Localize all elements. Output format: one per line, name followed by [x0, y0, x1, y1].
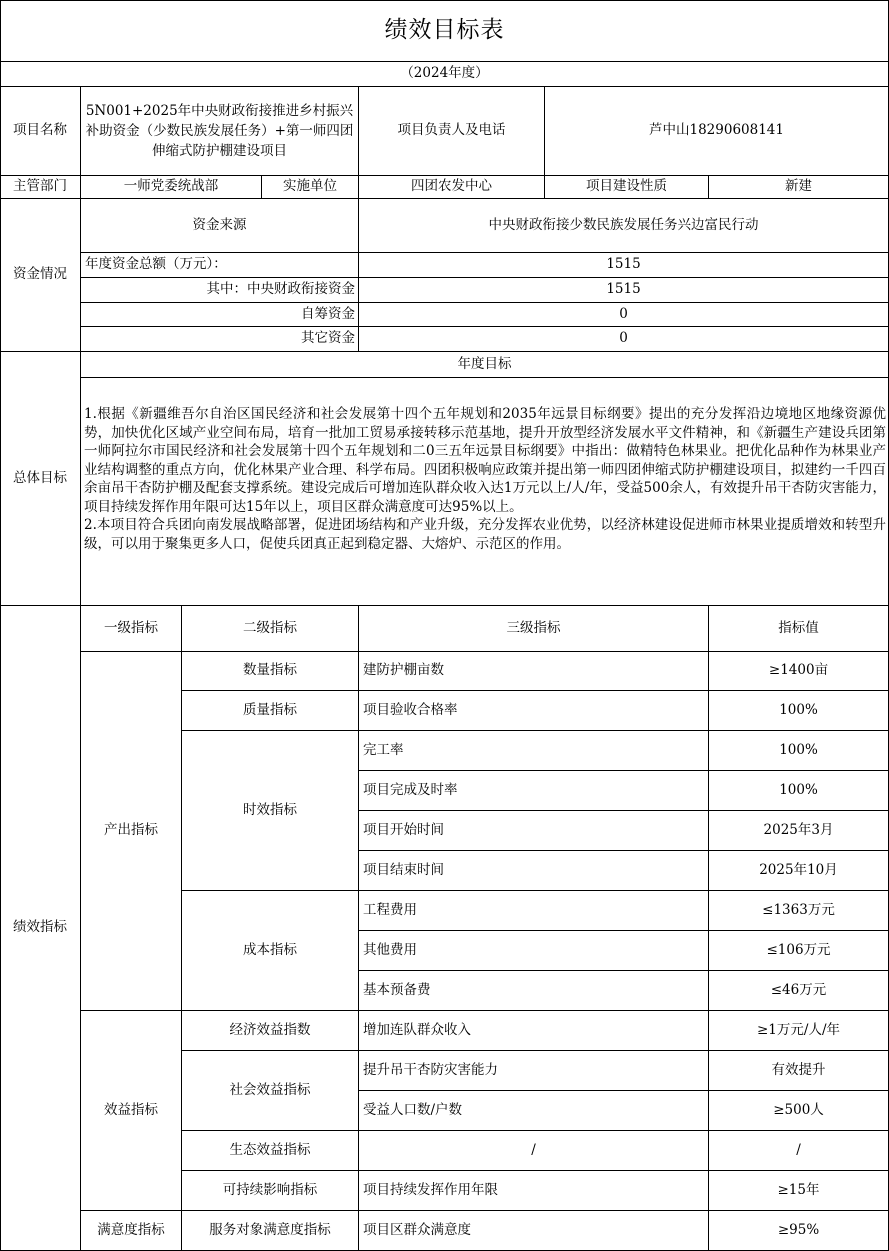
fund-source-value: 中央财政衔接少数民族发展任务兴边富民行动: [488, 216, 759, 233]
level1-benefit: 效益指标: [104, 1101, 158, 1118]
implementing-unit-label: 实施单位: [283, 178, 337, 194]
indicator-value: ≤1363万元: [762, 901, 835, 918]
project-name-label: 项目名称: [13, 122, 67, 138]
indicator-name: /: [531, 1141, 536, 1158]
indicator-name: 其他费用: [363, 941, 417, 958]
indicator-value: 2025年3月: [763, 821, 834, 838]
goal-paragraph-1: 1.根据《新疆维吾尔自治区国民经济和社会发展第十四个五年规划和2035年远景目标纲要》提出的充分发挥沿边境地区地缘资源优势，加快优化区域产业空间布局，培育一批加工贸易承接转移示范基地，提升开放型经济发展水平文件精神，和《新疆生产建设兵团第一师阿拉尔市国民经济和社会发展第十四个五年规划和二0三五年远景目标纲要》中指出：做精特色林果业。把优化品种作为林果业产业结构调整的重点方向，优化林果产业合理、科学布局。四团积极响应政策并提出第一师四团伸缩式防护棚建设项目，拟建约一千四百余亩吊干杏防护棚及配套支撑系统。建设完成后可增加连队群众收入达1万元以上/人/年，受益500余人，有效提升吊干杏防灾害能力，项目持续发挥作用年限可达15年以上，项目区群众满意度可达95%以上。: [84, 406, 886, 515]
indicator-value: 2025年10月: [759, 861, 838, 878]
level2-timeliness: 时效指标: [243, 801, 297, 818]
annual-total-value: 1515: [606, 256, 641, 272]
header-level3: 三级指标: [506, 619, 561, 636]
overall-goal-label: 总体目标: [13, 469, 67, 486]
supervising-dept-label: 主管部门: [13, 178, 67, 194]
indicator-value: /: [796, 1141, 801, 1158]
indicator-name: 增加连队群众收入: [363, 1021, 471, 1038]
other-fund-value: 0: [619, 330, 628, 346]
level2-economic: 经济效益指数: [229, 1021, 311, 1038]
central-fund-label: 其中：中央财政衔接资金: [206, 281, 355, 297]
indicator-name: 完工率: [363, 741, 404, 758]
annual-goal-text: [84, 405, 886, 553]
project-contact-label: 项目负责人及电话: [397, 122, 506, 138]
level2-cost: 成本指标: [243, 941, 297, 958]
header-level1: 一级指标: [104, 619, 158, 636]
level2-social: 社会效益指标: [229, 1081, 311, 1098]
indicator-value: ≥1万元/人/年: [757, 1021, 840, 1038]
indicator-value: ≥500人: [773, 1101, 824, 1118]
indicator-name: 建防护棚亩数: [363, 662, 444, 678]
implementing-unit-value: 四团农发中心: [411, 178, 492, 194]
indicator-name: 项目区群众满意度: [363, 1221, 471, 1238]
fund-source-label: 资金来源: [192, 216, 247, 233]
level1-satisfaction: 满意度指标: [97, 1221, 165, 1238]
central-fund-value: 1515: [606, 281, 641, 297]
indicator-value: 100%: [779, 701, 818, 718]
supervising-dept-value: 一师党委统战部: [123, 178, 219, 194]
level2-quantity: 数量指标: [243, 662, 297, 678]
other-fund-label: 其它资金: [301, 330, 355, 346]
construction-nature-label: 项目建设性质: [586, 178, 667, 194]
indicator-value: ≤46万元: [770, 981, 827, 998]
header-indicator-value: 指标值: [778, 619, 819, 636]
annual-total-label: 年度资金总额（万元）：: [85, 256, 227, 272]
indicator-name: 工程费用: [363, 901, 417, 918]
indicator-name: 提升吊干杏防灾害能力: [363, 1061, 498, 1078]
indicator-name: 项目持续发挥作用年限: [363, 1181, 498, 1198]
header-level2: 二级指标: [243, 619, 297, 636]
project-contact-value: 芦中山18290608141: [649, 122, 784, 138]
self-fund-value: 0: [619, 305, 628, 322]
construction-nature-value: 新建: [785, 178, 812, 194]
level1-output: 产出指标: [104, 822, 158, 838]
goal-paragraph-2: 2.本项目符合兵团向南发展战略部署，促进团场结构和产业升级，充分发挥农业优势，以经济林建设促进师市林果业提质增效和转型升级，可以用于聚集更多人口，促使兵团真正起到稳定器、大熔炉、示范区的作用。: [84, 517, 886, 552]
indicator-name: 项目结束时间: [363, 861, 444, 878]
indicator-name: 基本预备费: [363, 981, 431, 998]
indicator-name: 项目开始时间: [363, 821, 444, 838]
page-title: 绩效目标表: [384, 17, 505, 43]
indicator-name: 项目完成及时率: [363, 781, 458, 798]
project-name-value: 5N001+2025年中央财政衔接推进乡村振兴补助资金（少数民族发展任务）+第一师四团伸缩式防护棚建设项目: [85, 102, 354, 159]
indicator-name: 受益人口数/户数: [363, 1101, 463, 1118]
indicator-value: ≥1400亩: [768, 662, 829, 678]
performance-indicators-label: 绩效指标: [13, 919, 67, 935]
indicator-value: 有效提升: [771, 1061, 826, 1078]
indicator-value: ≥15年: [777, 1181, 820, 1198]
level2-service-satisfaction: 服务对象满意度指标: [209, 1221, 331, 1238]
indicator-value: ≤106万元: [766, 941, 831, 958]
indicator-value: 100%: [779, 781, 818, 798]
indicator-value: 100%: [779, 741, 818, 758]
fiscal-year: （2024年度）: [400, 65, 489, 81]
level2-sustainable: 可持续影响指标: [222, 1181, 318, 1198]
indicator-value: ≥95%: [777, 1221, 820, 1238]
funds-label: 资金情况: [13, 266, 67, 282]
annual-goal-header: 年度目标: [457, 355, 512, 372]
self-fund-label: 自筹资金: [301, 305, 355, 322]
level2-quality: 质量指标: [243, 701, 297, 718]
indicator-name: 项目验收合格率: [363, 701, 458, 718]
level2-ecological: 生态效益指标: [229, 1141, 311, 1158]
